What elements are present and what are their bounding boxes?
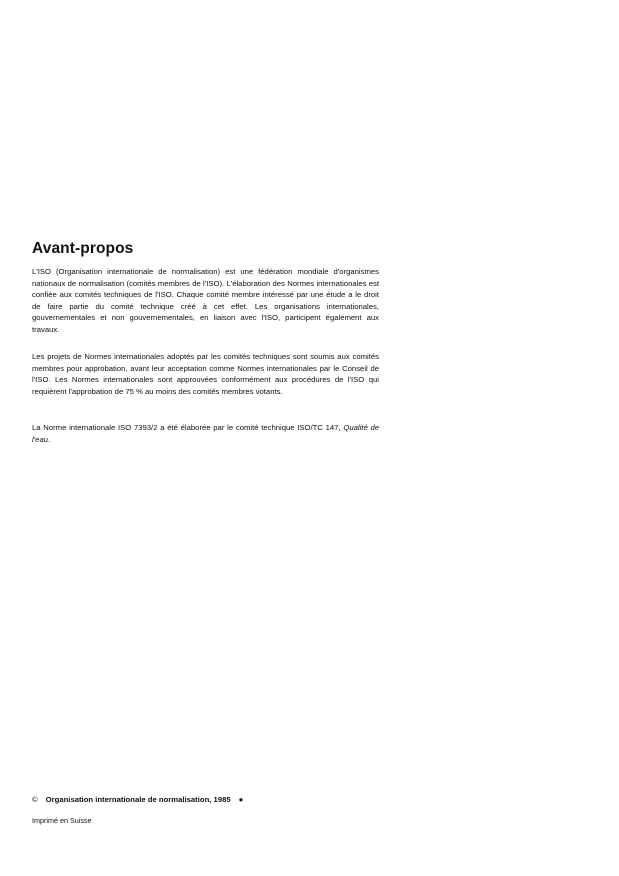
printed-in-note: Imprimé en Suisse (32, 816, 92, 825)
standard-origin-end: . (48, 434, 51, 444)
standard-origin-text: La Norme internationale ISO 7393/2 a été élaborée par le comité technique ISO/TC 147, (32, 423, 344, 432)
paragraph-approval-process: Les projets de Normes internationales adoptés par les comités techniques sont soumis aux comités membres pour approbation, avant leur acceptation comme Normes internationales par le Conseil de l'ISO. Les Normes internationales sont approuvées conformément aux procédures de l'ISO qui requièrent l'approbation de 75 % au moins des comités membres votants. (32, 352, 379, 396)
committee-title: Qualité de l'eau (32, 423, 380, 444)
bullet-icon: ● (238, 795, 244, 804)
copyright-organisation: Organisation internationale de normalisation, 1985 (45, 795, 231, 804)
copyright-line (32, 795, 243, 804)
page-title: Avant-propos (32, 240, 134, 257)
paragraph-standard-origin (32, 422, 379, 445)
paragraph-iso-intro: L'ISO (Organisation internationale de normalisation) est une fédération mondiale d'organismes nationaux de normalisation (comités membres de l'ISO). L'élaboration des Normes internationales est confiée aux comités techniques de l'ISO. Chaque comité membre intéressé par une étude a le droit de faire partie du comité technique créé à cet effet. Les organisations internationales, gouvernementales et non gouvernementales, en liaison avec l'ISO, participent également aux travaux. (32, 267, 379, 334)
copyright-icon: © (32, 795, 38, 804)
